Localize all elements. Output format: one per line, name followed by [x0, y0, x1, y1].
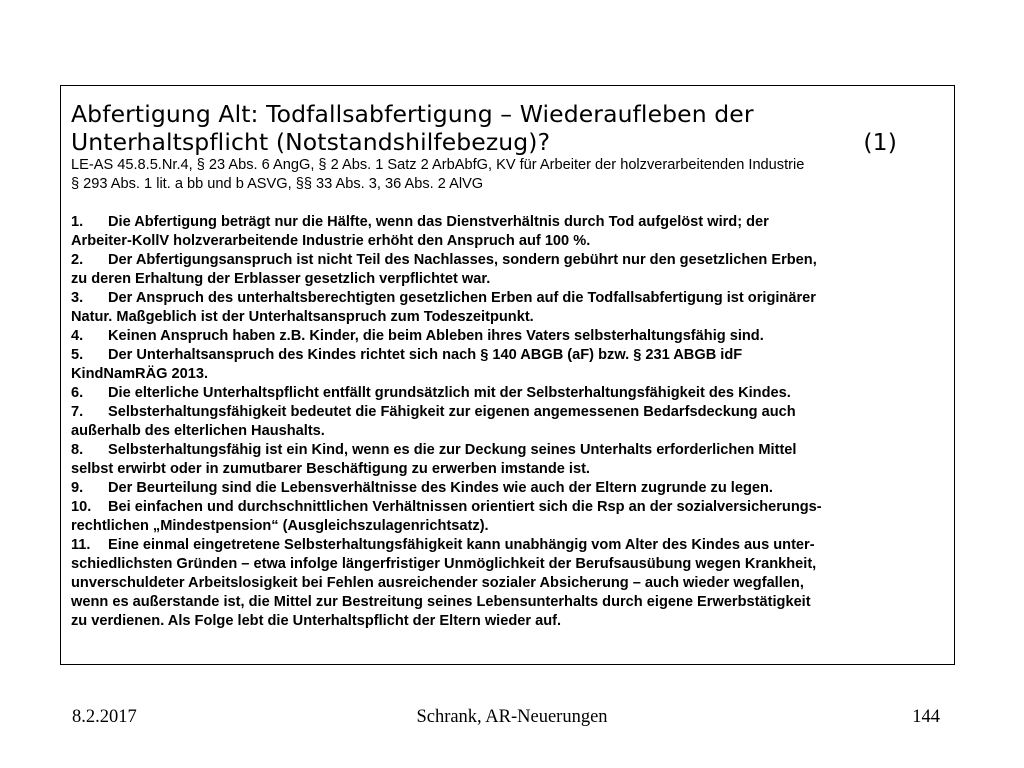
list-item-text: Eine einmal eingetretene Selbsterhaltungsfähigkeit kann unabhängig vom Alter des Kindes aus unter-: [108, 537, 815, 553]
list-item-line: [71, 403, 945, 422]
list-item-line: [71, 441, 945, 460]
legal-references: [71, 156, 945, 194]
list-item-line: [71, 479, 945, 498]
list-item-number: 11.: [71, 537, 91, 553]
slide-title: [71, 100, 945, 156]
list-item-text: Keinen Anspruch haben z.B. Kinder, die beim Ableben ihres Vaters selbsterhaltungsfähig sind.: [108, 328, 764, 344]
list-item-number: 3.: [71, 290, 84, 306]
list-item-line: [71, 384, 945, 403]
list-item-number: 5.: [71, 347, 84, 363]
list-item-line: [71, 365, 945, 384]
list-item: [71, 479, 945, 498]
list-item-text: schiedlichsten Gründen – etwa infolge längerfristiger Unmöglichkeit der Berufsausübung wegen Krankheit,: [71, 556, 817, 572]
list-item-text: Der Beurteilung sind die Lebensverhältnisse des Kindes wie auch der Eltern zugrunde zu legen.: [108, 480, 773, 496]
reference-line: LE-AS 45.8.5.Nr.4, § 23 Abs. 6 AngG, § 2 Abs. 1 Satz 2 ArbAbfG, KV für Arbeiter der holzverarbeitenden Industrie: [71, 157, 805, 173]
list-item-text: Die elterliche Unterhaltspflicht entfällt grundsätzlich mit der Selbsterhaltungsfähigkeit des Kindes.: [108, 385, 791, 401]
list-item: [71, 346, 945, 384]
title-number: (1): [863, 128, 897, 156]
list-item-text: Natur. Maßgeblich ist der Unterhaltsanspruch zum Todeszeitpunkt.: [71, 309, 534, 325]
list-item-text: Selbsterhaltungsfähigkeit bedeutet die Fähigkeit zur eigenen angemessenen Bedarfsdeckung auch: [108, 404, 796, 420]
list-item-line: [71, 213, 945, 232]
list-item-number: 8.: [71, 442, 84, 458]
list-item-number: 6.: [71, 385, 84, 401]
title-line-1: Abfertigung Alt: Todfallsabfertigung – Wiederaufleben der: [71, 100, 754, 128]
list-item-text: rechtlichen „Mindestpension“ (Ausgleichszulagenrichtsatz).: [71, 518, 489, 534]
title-line-2-row: [71, 128, 945, 156]
content-box: [60, 85, 955, 665]
list-item-text: zu verdienen. Als Folge lebt die Unterhaltspflicht der Eltern wieder auf.: [71, 613, 562, 629]
list-item-text: Der Abfertigungsanspruch ist nicht Teil des Nachlasses, sondern gebührt nur den gesetzlichen Erben,: [108, 252, 817, 268]
list-item-line: [71, 612, 945, 631]
list-item: [71, 384, 945, 403]
list-item-line: [71, 536, 945, 555]
spacer: [71, 194, 945, 213]
list-item: [71, 289, 945, 327]
list-item-text: wenn es außerstande ist, die Mittel zur Bestreitung seines Lebensunterhalts durch eigene Erwerbstätigkeit: [71, 594, 811, 610]
list-item-line: [71, 289, 945, 308]
list-item-number: 4.: [71, 328, 84, 344]
list-item-line: [71, 251, 945, 270]
list-item-text: zu deren Erhaltung der Erblasser gesetzlich verpflichtet war.: [71, 271, 491, 287]
footer-date: 8.2.2017: [72, 707, 137, 727]
list-item-line: [71, 308, 945, 327]
list-item-line: [71, 498, 945, 517]
list-item-number: 7.: [71, 404, 84, 420]
list-item: [71, 213, 945, 251]
list-item-line: [71, 593, 945, 612]
numbered-list: [71, 213, 945, 631]
list-item: [71, 327, 945, 346]
list-item-line: [71, 232, 945, 251]
list-item-text: Bei einfachen und durchschnittlichen Verhältnissen orientiert sich die Rsp an der sozialversicherungs-: [108, 499, 822, 515]
list-item-text: außerhalb des elterlichen Haushalts.: [71, 423, 325, 439]
list-item: [71, 498, 945, 536]
list-item-number: 10.: [71, 499, 92, 515]
list-item: [71, 403, 945, 441]
page-number: 144: [912, 707, 940, 727]
footer-title: Schrank, AR-Neuerungen: [416, 707, 608, 727]
list-item-line: [71, 517, 945, 536]
list-item-text: Arbeiter-KollV holzverarbeitende Industrie erhöht den Anspruch auf 100 %.: [71, 233, 591, 249]
list-item-number: 2.: [71, 252, 84, 268]
list-item: [71, 441, 945, 479]
list-item-number: 9.: [71, 480, 84, 496]
title-line-2: Unterhaltspflicht (Notstandshilfebezug)?: [71, 128, 551, 156]
list-item-number: 1.: [71, 214, 84, 230]
list-item-text: selbst erwirbt oder in zumutbarer Beschäftigung zu erwerben imstande ist.: [71, 461, 590, 477]
list-item-text: Der Anspruch des unterhaltsberechtigten gesetzlichen Erben auf die Todfallsabfertigung ist originärer: [108, 290, 816, 306]
list-item: [71, 536, 945, 631]
list-item-line: [71, 346, 945, 365]
list-item-line: [71, 574, 945, 593]
list-item-line: [71, 422, 945, 441]
list-item: [71, 251, 945, 289]
list-item-text: unverschuldeter Arbeitslosigkeit bei Fehlen ausreichender sozialer Absicherung – auch wieder wegfallen,: [71, 575, 804, 591]
list-item-text: Selbsterhaltungsfähig ist ein Kind, wenn es die zur Deckung seines Unterhalts erforderlichen Mittel: [108, 442, 797, 458]
list-item-text: Die Abfertigung beträgt nur die Hälfte, wenn das Dienstverhältnis durch Tod aufgelöst wird; der: [108, 214, 769, 230]
list-item-line: [71, 327, 945, 346]
list-item-text: Der Unterhaltsanspruch des Kindes richtet sich nach § 140 ABGB (aF) bzw. § 231 ABGB idF: [108, 347, 743, 363]
list-item-text: KindNamRÄG 2013.: [71, 366, 209, 382]
list-item-line: [71, 555, 945, 574]
list-item-line: [71, 270, 945, 289]
reference-line: § 293 Abs. 1 lit. a bb und b ASVG, §§ 33 Abs. 3, 36 Abs. 2 AlVG: [71, 176, 484, 192]
list-item-line: [71, 460, 945, 479]
